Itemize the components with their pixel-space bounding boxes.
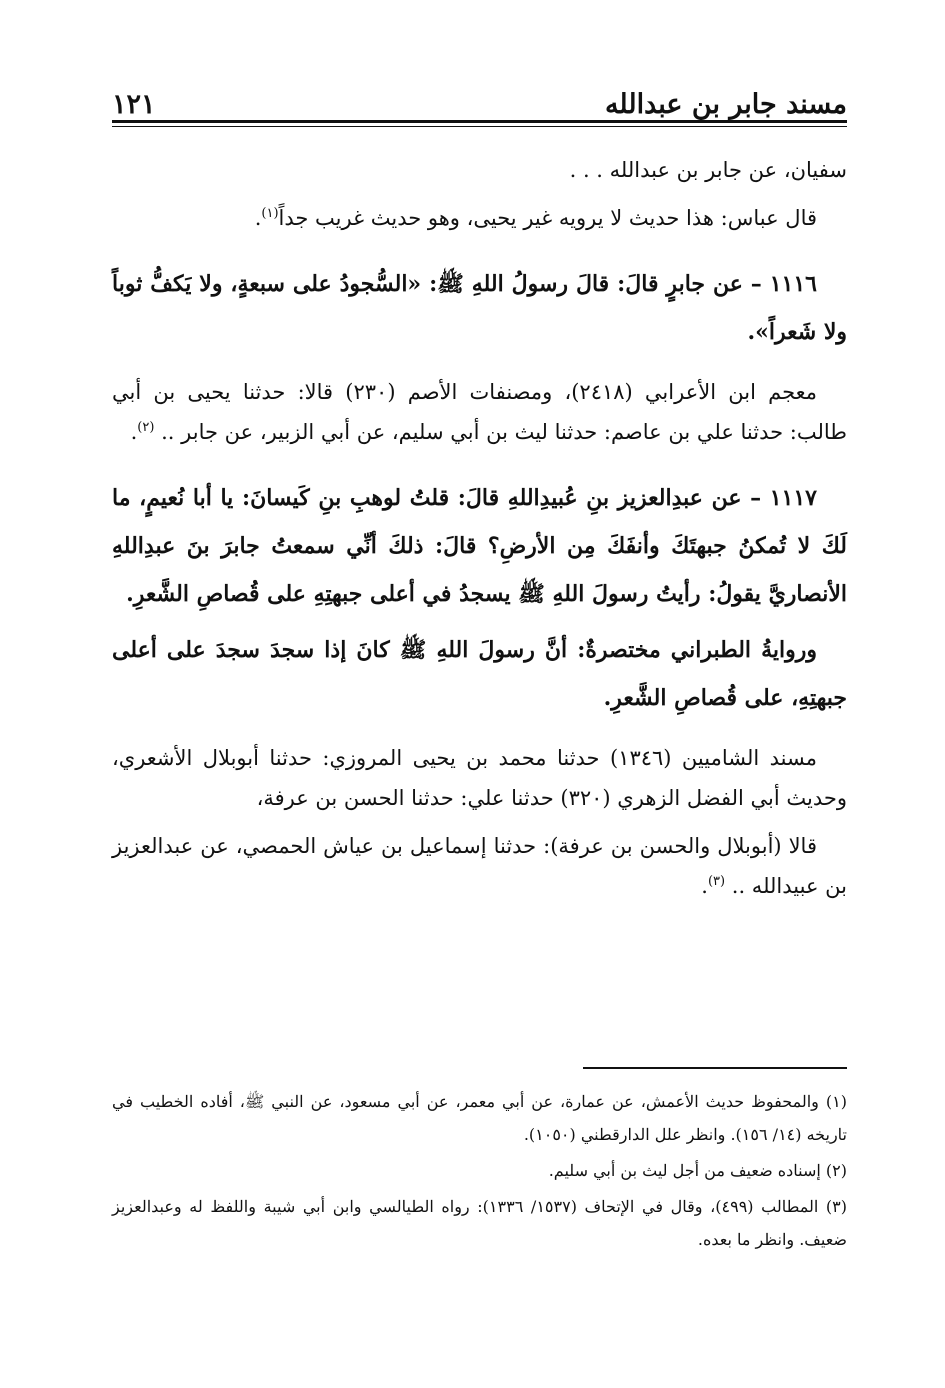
hadith-1116: ١١١٦ – عن جابرٍ قالَ: قالَ رسولُ اللهِ ﷺ: «السُّجودُ على سبعةٍ، ولا يَكفُّ ثوباً ولا شَعراً». [112,271,847,345]
paragraph-continuation: سفيان، عن جابر بن عبدالله . . . [569,158,847,182]
sources-1116-text: معجم ابن الأعرابي (٢٤١٨)، ومصنفات الأصم (٢٣٠) قالا: حدثنا يحيى بن أبي طالب: حدثنا علي بن عاصم: حدثنا ليث بن أبي سليم، عن أبي الزبير، عن جابر .. [112,380,847,444]
header-title: مسند جابر بن عبدالله [604,89,847,120]
header-rule-thin [112,126,847,127]
sources-1117-b-end: . [701,874,708,898]
comment-end: . [254,206,262,230]
footnote-ref-1[interactable]: (١) [261,206,279,221]
main-text [112,150,847,906]
paragraph-abbas-comment [112,198,847,238]
footnote-1: (١) والمحفوظ حديث الأعمش، عن عمارة، عن أبي معمر، عن أبي مسعود، عن النبي ﷺ، أفاده الخطيب في تاريخه (١٤/ ١٥٦). وانظر علل الدارقطني (١٠٥٠). [112,1092,847,1144]
sources-1116-end: . [130,420,138,444]
footnotes [112,1085,847,1256]
comment-text: قال عباس: هذا حديث لا يرويه غير يحيى، وهو حديث غريب جداً [278,206,817,230]
hadith-1117: ١١١٧ – عن عبدِالعزيز بنِ عُبيدِاللهِ قالَ: قلتُ لوهبِ بنِ كَيسانَ: يا أبا نُعيمٍ، ما لَكَ لا تُمكنُ جبهتَكَ وأنفَكَ مِن الأرضِ؟ قالَ: ذلكَ أنِّي سمعتُ جابرَ بنَ عبدِاللهِ الأنصاريَّ يقولُ: رأيتُ رسولَ اللهِ ﷺ يسجدُ في أعلى جبهتِهِ على قُصاصِ الشَّعرِ. [112,485,847,607]
footnote-ref-3[interactable]: (٣) [707,874,726,889]
hadith-1117-tabarani: وروايةُ الطبراني مختصرةٌ: أنَّ رسولَ اللهِ ﷺ كانَ إذا سجدَ سجدَ على أعلى جبهتِهِ، على قُصاصِ الشَّعرِ. [112,637,847,711]
sources-1117-b [112,826,847,906]
footnote-3: (٣) المطالب (٤٩٩)، وقال في الإتحاف (١٥٣٧/ ١٣٣٦): رواه الطيالسي وابن أبي شيبة واللفظ له وعبدالعزيز ضعيف. وانظر ما بعده. [112,1197,848,1249]
page-number: ١٢١ [112,89,156,120]
footnote-ref-2[interactable]: (٢) [137,420,155,435]
footnote-separator [583,1067,847,1069]
running-header [112,80,847,120]
sources-1116 [112,372,847,452]
sources-1117-a: مسند الشاميين (١٣٤٦) حدثنا محمد بن يحيى المروزي: حدثنا أبوبلال الأشعري، وحديث أبي الفضل الزهري (٣٢٠) حدثنا علي: حدثنا الحسن بن عرفة، [112,746,847,810]
footnote-2: (٢) إسناده ضعيف من أجل ليث بن أبي سليم. [548,1161,847,1180]
sources-1117-b-text: قالا (أبوبلال والحسن بن عرفة): حدثنا إسماعيل بن عياش الحمصي، عن عبدالعزيز بن عبيدالله .. [112,834,847,898]
header-rule [112,120,847,123]
